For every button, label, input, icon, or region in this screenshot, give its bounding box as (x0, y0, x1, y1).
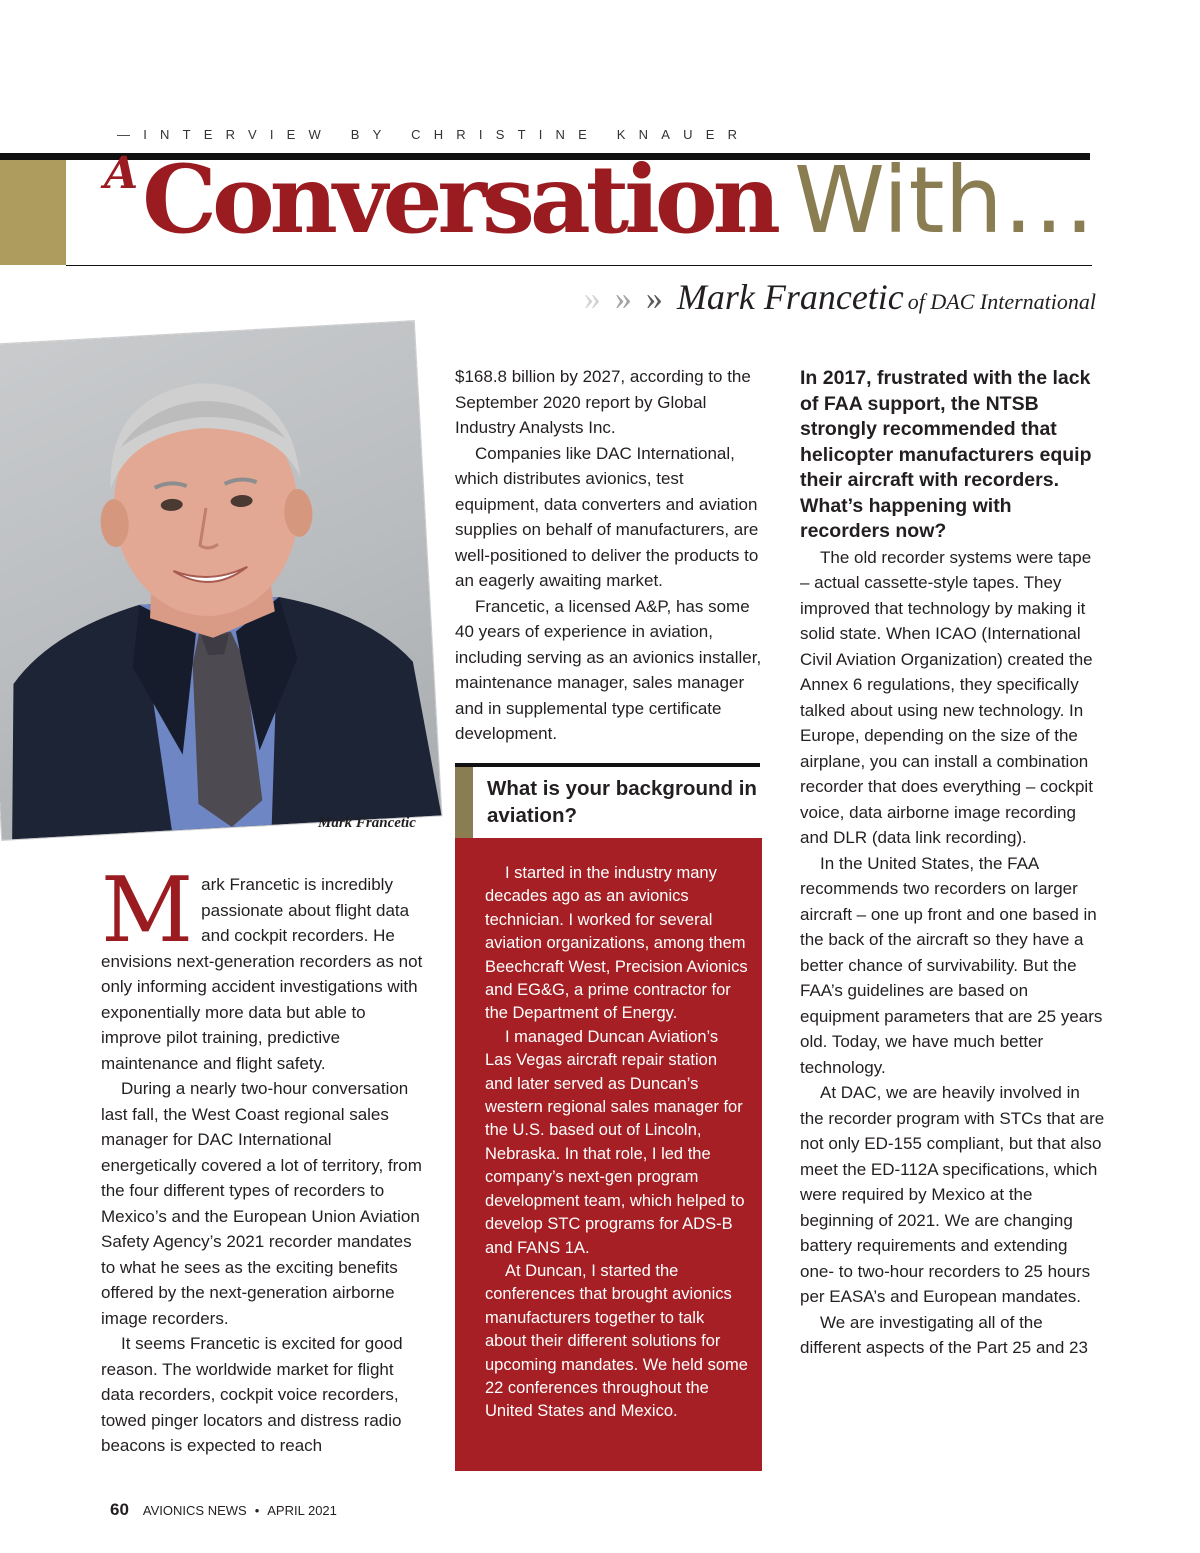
header-accent-block (0, 160, 66, 265)
paragraph: It seems Francetic is excited for good reason. The worldwide market for flight data recorders, cockpit voice recorders, towed pinger locators and distress radio beacons is expected to reach (101, 1334, 403, 1455)
headline-with: With… (793, 147, 1095, 254)
publication-name: AVIONICS NEWS (142, 1503, 247, 1518)
paragraph: Companies like DAC International, which distributes avionics, test equipment, data converters and aviation supplies on behalf of manufacturers, are well-positioned to deliver the products to an eagerly awaiting market. (455, 443, 759, 590)
photo-caption: Mark Francetic (318, 815, 416, 831)
interview-byline: —INTERVIEW BY CHRISTINE KNAUER (117, 127, 751, 142)
subtitle-org: of DAC International (907, 289, 1096, 314)
issue-date: APRIL 2021 (267, 1503, 337, 1518)
headline-conversation: Conversation (142, 145, 776, 255)
chevron-light-icon: » (583, 280, 601, 317)
paragraph: In the United States, the FAA recommends two recorders on larger aircraft – one up front and one based in the back of the aircraft so they have a better chance of survivability. But the FAA’s guidelines are based on equipment parameters that are 25 years old. Today, we have much better technology. (800, 853, 1103, 1077)
interview-question: In 2017, frustrated with the lack of FAA support, the NTSB strongly recommended that helicopter manufacturers equip their aircraft with recorders. What’s happening with recorders now? (800, 367, 1092, 542)
portrait-photo (0, 321, 441, 840)
article-column-2 (455, 364, 765, 747)
header-rule-thin (66, 265, 1092, 266)
bullet-separator: • (254, 1503, 260, 1518)
sidebar-paragraph: At Duncan, I started the conferences that brought avionics manufacturers together to talk about their different solutions for upcoming mandates. We held some 22 conferences throughout the United States and Mexico. (485, 1261, 748, 1421)
portrait-illustration (0, 321, 441, 840)
paragraph: We are investigating all of the different aspects of the Part 25 and 23 (800, 1312, 1088, 1357)
sidebar-paragraph: I managed Duncan Aviation’s Las Vegas aircraft repair station and later served as Duncan’s western regional sales manager for the U.S. based out of Lincoln, Nebraska. In that role, I led the company’s next-gen program development team, which helped to develop STC programs for ADS-B and FANS 1A. (485, 1027, 745, 1257)
headline-a: A (104, 148, 139, 199)
article-column-1 (101, 858, 423, 1459)
sidebar-question: What is your background in aviation? (487, 777, 757, 827)
sidebar-paragraph: I started in the industry many decades ago as an avionics technician. I worked for several aviation organizations, among them Beechcraft West, Precision Avionics and EG&G, a prime contractor for the Department of Energy. (485, 864, 748, 1023)
paragraph: The old recorder systems were tape – actual cassette-style tapes. They improved that technology by making it solid state. When ICAO (International Civil Aviation Organization) created the Annex 6 regulations, they specifically talked about using new technology. In Europe, depending on the size of the airplane, you can install a combination recorder that does everything – cockpit voice, data airborne image recording and DLR (data link recording). (800, 547, 1093, 847)
page-number: 60 (110, 1500, 129, 1519)
drop-cap: M (101, 858, 194, 963)
paragraph: ark Francetic is incredibly passionate about flight data and cockpit recorders. He envisions next-generation recorders as not only informing accident investigations with exponentially more data but able to improve pilot training, predictive maintenance and flight safety. (101, 875, 423, 1073)
sidebar-rule (455, 763, 760, 767)
subtitle (584, 276, 1096, 318)
chevron-medium-icon: » (614, 280, 632, 317)
article-column-3 (800, 366, 1105, 1361)
chevron-dark-icon: » (645, 280, 663, 317)
headline (104, 145, 1095, 255)
paragraph: During a nearly two-hour conversation last fall, the West Coast regional sales manager for DAC International energetically covered a lot of territory, from the four different types of recorders to Mexico’s and the European Union Aviation Safety Agency’s 2021 recorder mandates to what he sees as the exciting benefits offered by the next-generation airborne image recorders. (101, 1079, 422, 1328)
paragraph: $168.8 billion by 2027, according to the September 2020 report by Global Industry Analysts Inc. (455, 367, 751, 437)
paragraph: At DAC, we are heavily involved in the recorder program with STCs that are not only ED-155 compliant, but that also meet the ED-112A specifications, which were required by Mexico at the beginning of 2021. We are changing battery requirements and extending one- to two-hour recorders to 25 hours per EASA’s and European mandates. (800, 1083, 1105, 1306)
paragraph: Francetic, a licensed A&P, has some 40 years of experience in aviation, including serving as an avionics installer, maintenance manager, sales manager and in supplemental type certificate development. (455, 596, 762, 743)
subtitle-name: Mark Francetic (676, 277, 904, 317)
sidebar-answer-box (455, 838, 762, 1471)
page-footer (110, 1500, 337, 1520)
sidebar-accent-bar (455, 767, 473, 838)
sidebar-header (455, 763, 760, 838)
